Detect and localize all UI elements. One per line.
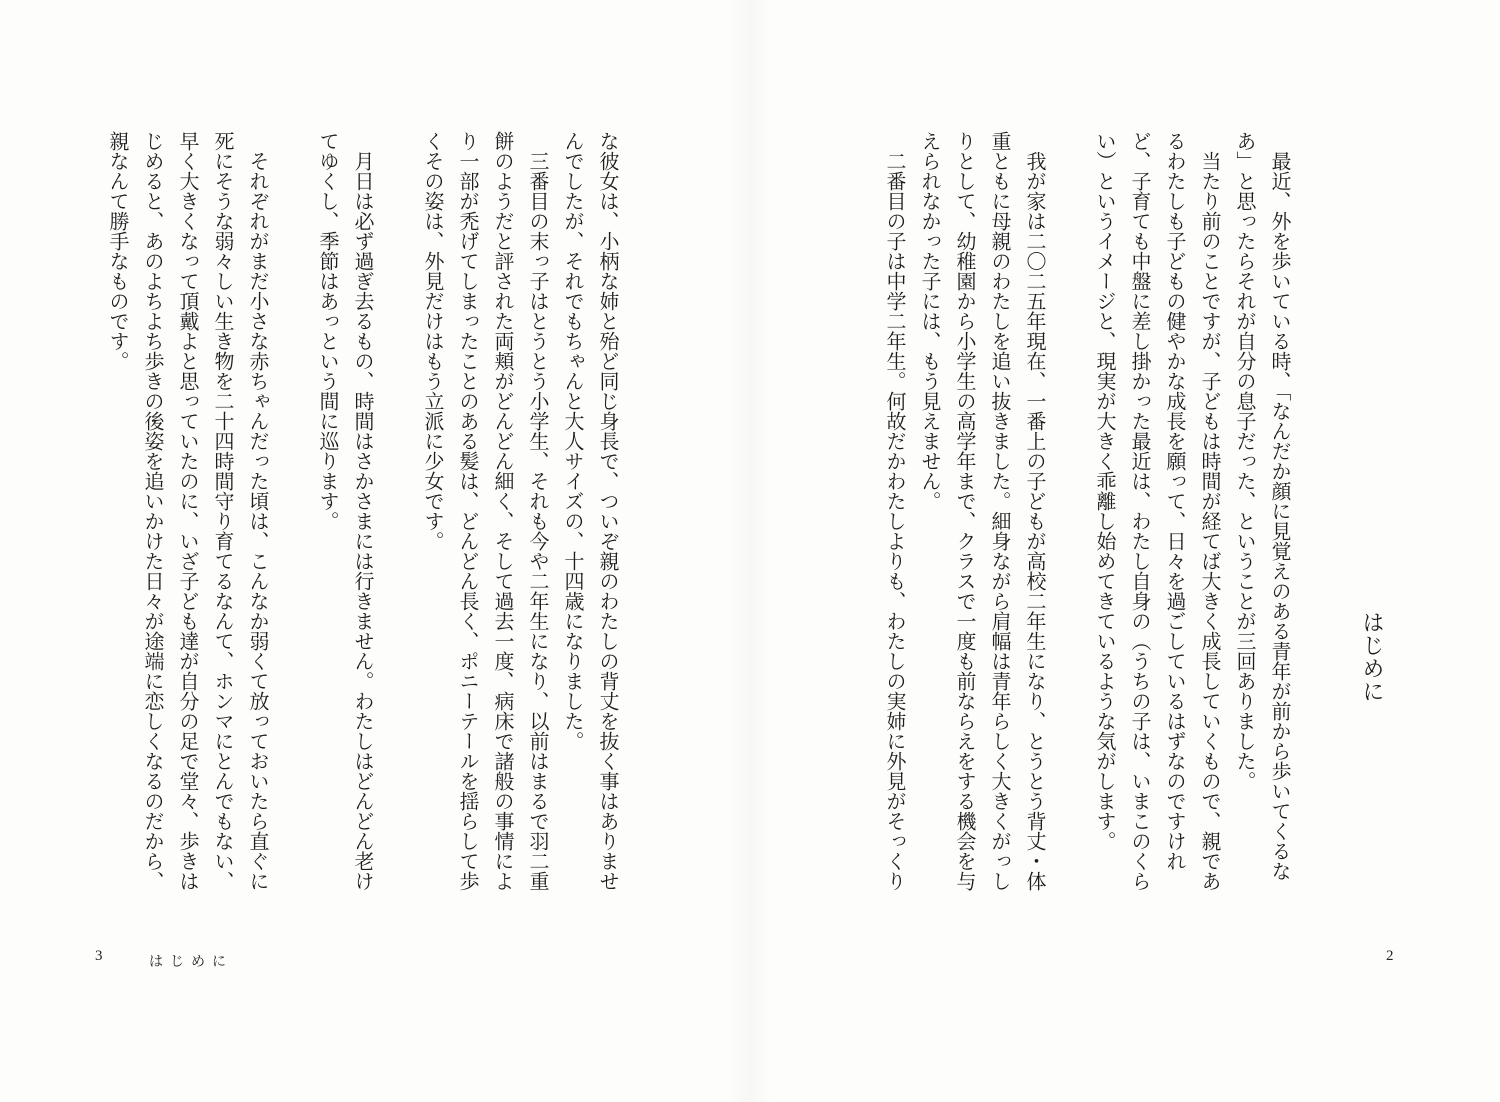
paragraph-group <box>1086 131 1296 903</box>
running-title-footer: はじめに <box>149 955 233 970</box>
paragraph-group <box>414 131 624 903</box>
page-gutter-shadow <box>728 0 772 1102</box>
paragraph: 月日は必ず過ぎ去るもの、時間はさかさまには行きません。わたしはどんどん老けてゆくし、季節はあっという間に巡ります。 <box>316 131 373 891</box>
paragraph: それぞれがまだ小さな赤ちゃんだった頃は、こんなか弱くて放っておいたら直ぐに死にそうな弱々しい生き物を二十四時間守り育てるなんて、ホンマにとんでもない、早く大きくなって頂戴よと思っていたのに、いざ子ども達が自分の足で堂々、歩きはじめると、あのよちよち歩きの後姿を追いかけた日々が途端に恋しくなるのだから、親なんて勝手なものです。 <box>106 131 268 891</box>
paragraph: 二番目の子は中学二年生。何故だかわたしよりも、わたしの実姉に外見がそっくり <box>883 151 905 891</box>
paragraph: 当たり前のことですが、子どもは時間が経てば大きく成長していくもので、親であるわたしも子どもの健やかな成長を願って、日々を過ごしているはずなのですけれど、子育ても中盤に差し掛かった最近は、わたし自身の（うちの子は、いまこのくらい）というイメージと、現実が大きく乖離し始めてきているような気がします。 <box>1093 131 1220 891</box>
chapter-title: はじめに <box>1360 611 1385 703</box>
paragraph-group <box>876 131 1051 903</box>
paragraph-group <box>309 131 379 903</box>
paragraph-continuation: な彼女は、小柄な姉と殆ど同じ身長で、ついぞ親のわたしの背丈を抜く事はありませんでしたが、それでもちゃんと大人サイズの、十四歳になりました。 <box>561 131 618 891</box>
paragraph: 我が家は二〇二五年現在、一番上の子どもが高校二年生になり、とうとう背丈・体重ともに母親のわたしを追い抜きました。細身ながら肩幅は青年らしく大きくがっしりとして、幼稚園から小学生の高学年まで、クラスで一度も前ならえをする機会を与えられなかった子には、もう見えません。 <box>918 131 1045 891</box>
page-number-left: 3 <box>95 948 103 964</box>
paragraph: 最近、外を歩いている時、「なんだか顔に見覚えのある青年が前から歩いてくるなあ」と思ったらそれが自分の息子だった、ということが三回ありました。 <box>1233 131 1290 881</box>
paragraph-group <box>99 131 274 903</box>
body-text-left <box>99 131 624 903</box>
page-number-right: 2 <box>1386 948 1394 964</box>
paragraph: 三番目の末っ子はとうとう小学生、それも今や二年生になり、以前はまるで羽二重餅のようだと評された両頬がどんどん細く、そして過去一度、病床で諸般の事情により一部が禿げてしまったことのある髪は、どんどん長く、ポニーテールを揺らして歩くその姿は、外見だけはもう立派に少女です。 <box>421 131 548 891</box>
body-text-right <box>876 131 1296 903</box>
